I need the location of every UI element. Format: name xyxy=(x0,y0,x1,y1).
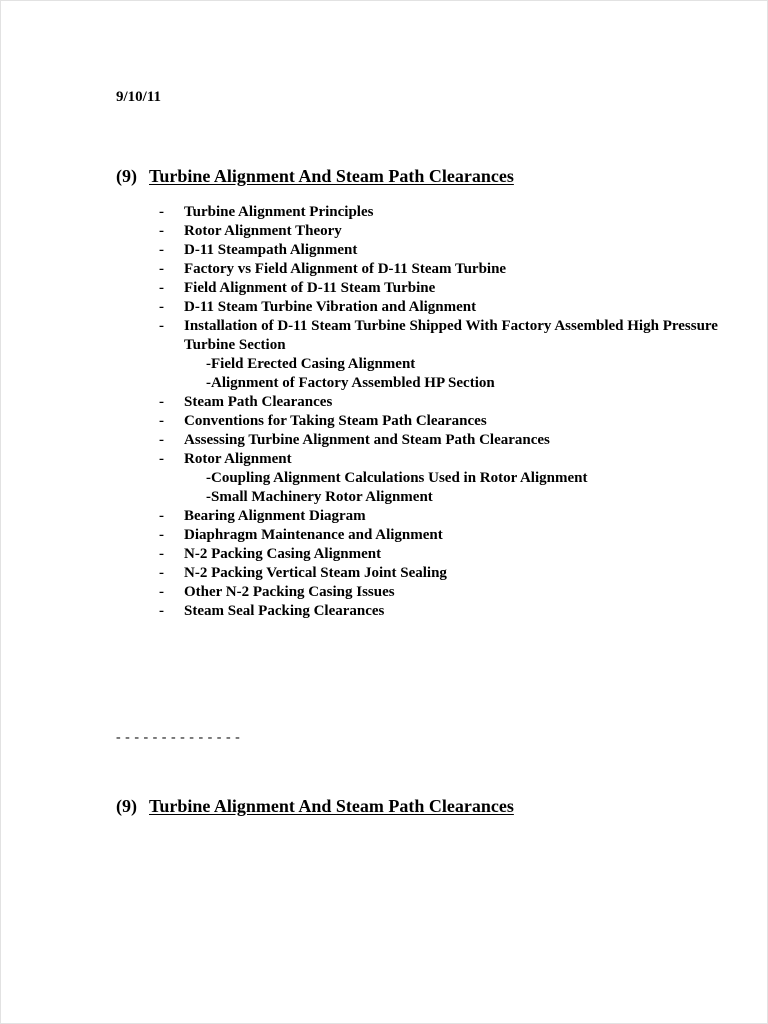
topic-text: Factory vs Field Alignment of D-11 Steam Turbine xyxy=(184,261,507,277)
topic-text: Conventions for Taking Steam Path Clearances xyxy=(184,413,487,429)
topic-item xyxy=(159,241,719,260)
bullet-dash: - xyxy=(159,432,164,448)
subtopic-text: -Field Erected Casing Alignment xyxy=(206,356,416,372)
topic-text: D-11 Steampath Alignment xyxy=(184,242,358,258)
bullet-dash: - xyxy=(159,394,164,410)
topic-item xyxy=(159,507,719,526)
bullet-dash: - xyxy=(159,261,164,277)
topic-text: Steam Seal Packing Clearances xyxy=(184,603,385,619)
bullet-dash: - xyxy=(159,508,164,524)
bullet-dash: - xyxy=(159,223,164,239)
separator-line: - - - - - - - - - - - - - - xyxy=(116,730,241,745)
bullet-dash: - xyxy=(159,451,164,467)
subtopic-text: -Small Machinery Rotor Alignment xyxy=(206,489,433,505)
topic-text: Steam Path Clearances xyxy=(184,394,333,410)
topic-text: D-11 Steam Turbine Vibration and Alignment xyxy=(184,299,477,315)
bullet-dash: - xyxy=(159,299,164,315)
topic-text: Installation of D-11 Steam Turbine Shipped With Factory Assembled High Pressure Turbine Section xyxy=(184,318,718,353)
bullet-dash: - xyxy=(159,565,164,581)
topic-item xyxy=(159,526,719,545)
section-title-repeat: Turbine Alignment And Steam Path Clearances xyxy=(149,796,514,816)
topic-text: Assessing Turbine Alignment and Steam Path Clearances xyxy=(184,432,550,448)
bullet-dash: - xyxy=(159,280,164,296)
subtopic-text: -Alignment of Factory Assembled HP Section xyxy=(206,375,495,391)
topic-text: Rotor Alignment xyxy=(184,451,292,467)
topic-list xyxy=(159,203,719,621)
topic-item xyxy=(159,583,719,602)
topic-text: Rotor Alignment Theory xyxy=(184,223,342,239)
section-number-repeat: (9) xyxy=(116,796,137,816)
topic-text: Diaphragm Maintenance and Alignment xyxy=(184,527,443,543)
bullet-dash: - xyxy=(159,242,164,258)
topic-item xyxy=(159,279,719,298)
section-title: Turbine Alignment And Steam Path Clearances xyxy=(149,166,514,186)
document-date: 9/10/11 xyxy=(116,89,162,105)
topic-item xyxy=(159,545,719,564)
section-heading-repeat xyxy=(116,795,514,817)
topic-item xyxy=(159,412,719,431)
topic-text: Bearing Alignment Diagram xyxy=(184,508,366,524)
topic-text: Other N-2 Packing Casing Issues xyxy=(184,584,395,600)
topic-item xyxy=(159,564,719,583)
subtopic-text: -Coupling Alignment Calculations Used in Rotor Alignment xyxy=(206,470,588,486)
section-heading xyxy=(116,165,514,187)
topic-text: Field Alignment of D-11 Steam Turbine xyxy=(184,280,436,296)
topic-item xyxy=(159,602,719,621)
topic-item xyxy=(159,317,719,393)
topic-item xyxy=(159,431,719,450)
bullet-dash: - xyxy=(159,584,164,600)
bullet-dash: - xyxy=(159,318,164,334)
topic-item xyxy=(159,298,719,317)
section-number: (9) xyxy=(116,166,137,186)
topic-item xyxy=(159,450,719,507)
bullet-dash: - xyxy=(159,204,164,220)
topic-item xyxy=(159,260,719,279)
bullet-dash: - xyxy=(159,603,164,619)
topic-text: N-2 Packing Casing Alignment xyxy=(184,546,382,562)
topic-text: N-2 Packing Vertical Steam Joint Sealing xyxy=(184,565,447,581)
topic-item xyxy=(159,203,719,222)
bullet-dash: - xyxy=(159,527,164,543)
topic-item xyxy=(159,393,719,412)
topic-text: Turbine Alignment Principles xyxy=(184,204,374,220)
bullet-dash: - xyxy=(159,546,164,562)
bullet-dash: - xyxy=(159,413,164,429)
topic-item xyxy=(159,222,719,241)
